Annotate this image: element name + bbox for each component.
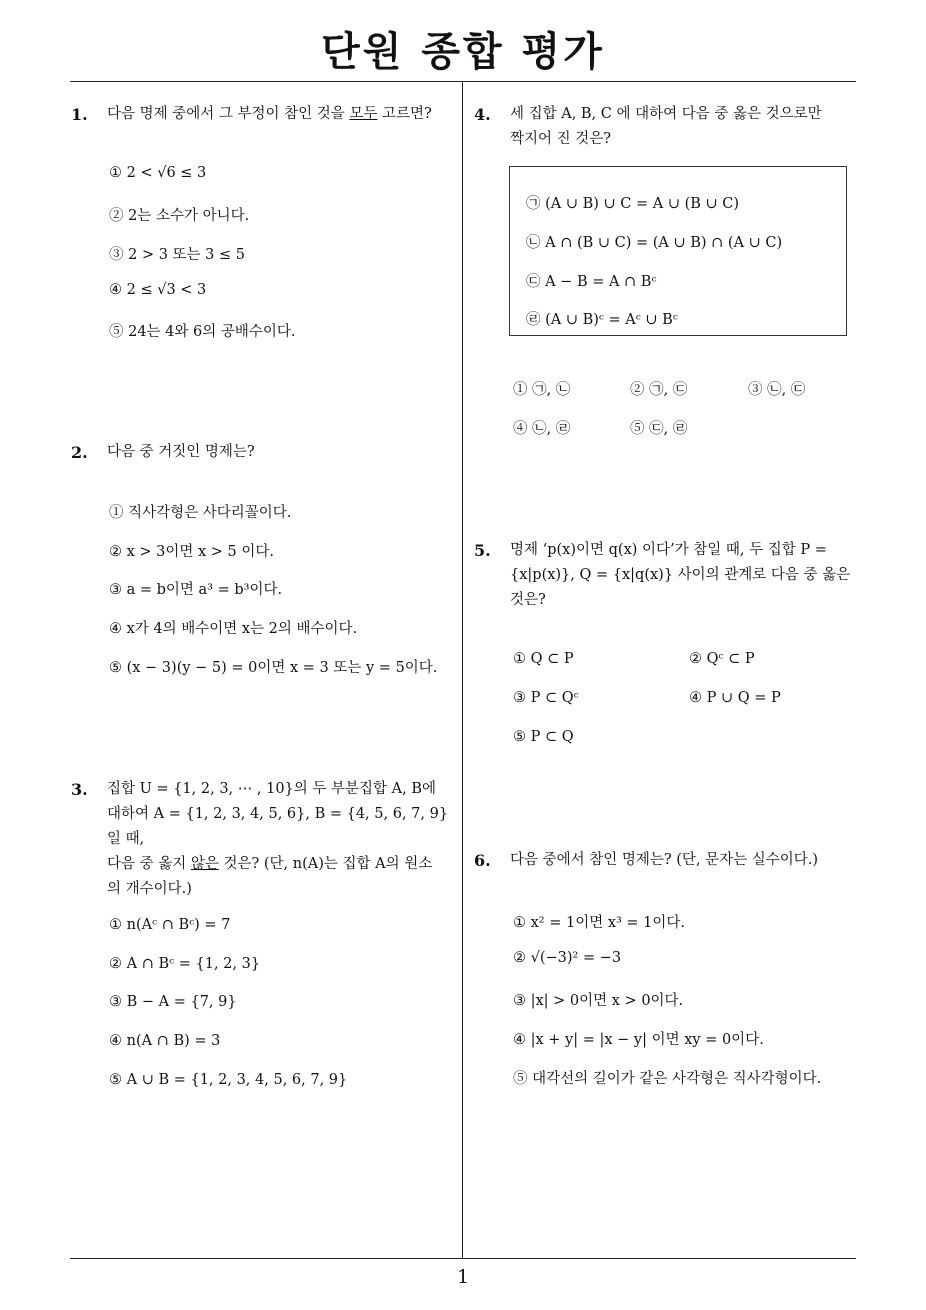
question-line: {x|p(x)}, Q = {x|q(x)} 사이의 관계로 다음 중 옳은 (510, 567, 851, 583)
option-4[interactable]: ④ 2 ≤ √3 < 3 (109, 282, 207, 298)
question-number: 4. (474, 105, 491, 124)
option-2[interactable]: ② Qᶜ ⊂ P (689, 651, 755, 667)
option-3[interactable]: ③ P ⊂ Qᶜ (513, 690, 579, 706)
question-1 (71, 102, 456, 127)
option-2[interactable]: ② A ∩ Bᶜ = {1, 2, 3} (109, 956, 261, 972)
option-1[interactable]: ① x² = 1이면 x³ = 1이다. (513, 915, 686, 931)
question-text: 다음 명제 중에서 그 부정이 참인 것을 모두 고르면? (107, 106, 432, 122)
option-1[interactable]: ① 2 < √6 ≤ 3 (109, 165, 207, 181)
option-2[interactable]: ② ㉠, ㉢ (630, 382, 688, 398)
question-line: 세 집합 A, B, C 에 대하여 다음 중 옳은 것으로만 (510, 106, 822, 122)
statement-3: ㉢ A − B = A ∩ Bᶜ (526, 274, 657, 290)
option-1[interactable]: ① Q ⊂ P (513, 651, 574, 667)
question-number: 1. (71, 105, 88, 124)
question-line: 명제 ‘p(x)이면 q(x) 이다’가 참일 때, 두 집합 P = (510, 542, 827, 558)
question-line: 의 개수이다.) (107, 881, 192, 897)
option-3[interactable]: ③ 2 > 3 또는 3 ≤ 5 (109, 247, 245, 263)
option-5[interactable]: ⑤ ㉢, ㉣ (630, 421, 688, 437)
column-divider (462, 82, 463, 1258)
option-1[interactable]: ① ㉠, ㉡ (513, 382, 571, 398)
question-number: 2. (71, 443, 88, 462)
underlined-word: 모두 (349, 106, 378, 122)
option-3[interactable]: ③ B − A = {7, 9} (109, 994, 237, 1010)
question-2 (71, 440, 456, 465)
question-5 (474, 538, 864, 613)
option-4[interactable]: ④ x가 4의 배수이면 x는 2의 배수이다. (109, 621, 358, 637)
option-4[interactable]: ④ n(A ∩ B) = 3 (109, 1033, 221, 1049)
statement-1: ㉠ (A ∪ B) ∪ C = A ∪ (B ∪ C) (526, 196, 740, 212)
question-line: 다음 중 옳지 않은 것은? (단, n(A)는 집합 A의 원소 (107, 856, 433, 872)
question-3 (71, 777, 456, 902)
question-6 (474, 848, 864, 873)
statement-2: ㉡ A ∩ (B ∪ C) = (A ∪ B) ∩ (A ∪ C) (526, 235, 783, 251)
option-5[interactable]: ⑤ 24는 4와 6의 공배수이다. (109, 324, 296, 340)
option-4[interactable]: ④ P ∪ Q = P (689, 690, 781, 706)
underlined-word: 않은 (190, 856, 219, 872)
statement-4: ㉣ (A ∪ B)ᶜ = Aᶜ ∪ Bᶜ (526, 312, 678, 328)
option-5[interactable]: ⑤ P ⊂ Q (513, 729, 574, 745)
option-4[interactable]: ④ |x + y| = |x − y| 이면 xy = 0이다. (513, 1032, 764, 1048)
option-2[interactable]: ② √(−3)² = −3 (513, 950, 622, 966)
question-line: 짝지어 진 것은? (510, 131, 612, 147)
option-4[interactable]: ④ ㉡, ㉣ (513, 421, 571, 437)
option-3[interactable]: ③ a = b이면 a³ = b³이다. (109, 582, 283, 598)
option-5[interactable]: ⑤ (x − 3)(y − 5) = 0이면 x = 3 또는 y = 5이다. (109, 660, 438, 676)
page-title: 단원 종합 평가 (321, 29, 605, 75)
option-2[interactable]: ② x > 3이면 x > 5 이다. (109, 544, 275, 560)
option-1[interactable]: ① 직사각형은 사다리꼴이다. (109, 505, 292, 521)
option-5[interactable]: ⑤ A ∪ B = {1, 2, 3, 4, 5, 6, 7, 9} (109, 1072, 348, 1088)
question-text: 다음 중 거짓인 명제는? (107, 444, 255, 460)
question-4 (474, 102, 864, 152)
question-number: 3. (71, 780, 88, 799)
option-5[interactable]: ⑤ 대각선의 길이가 같은 사각형은 직사각형이다. (513, 1071, 822, 1087)
question-line: 집합 U = {1, 2, 3, ⋯ , 10}의 두 부분집합 A, B에 (107, 781, 436, 797)
question-number: 6. (474, 851, 491, 870)
question-text: 다음 중에서 참인 명제는? (단, 문자는 실수이다.) (510, 852, 819, 868)
option-1[interactable]: ① n(Aᶜ ∩ Bᶜ) = 7 (109, 917, 231, 933)
option-2[interactable]: ② 2는 소수가 아니다. (109, 208, 250, 224)
question-number: 5. (474, 541, 491, 560)
page-number: 1 (456, 1266, 470, 1288)
option-3[interactable]: ③ ㉡, ㉢ (748, 382, 806, 398)
top-rule (70, 81, 856, 82)
bottom-rule (70, 1258, 856, 1259)
option-3[interactable]: ③ |x| > 0이면 x > 0이다. (513, 993, 684, 1009)
question-line: 대하여 A = {1, 2, 3, 4, 5, 6}, B = {4, 5, 6, 7, 9}일 때, (107, 806, 449, 847)
question-line: 것은? (510, 592, 546, 608)
